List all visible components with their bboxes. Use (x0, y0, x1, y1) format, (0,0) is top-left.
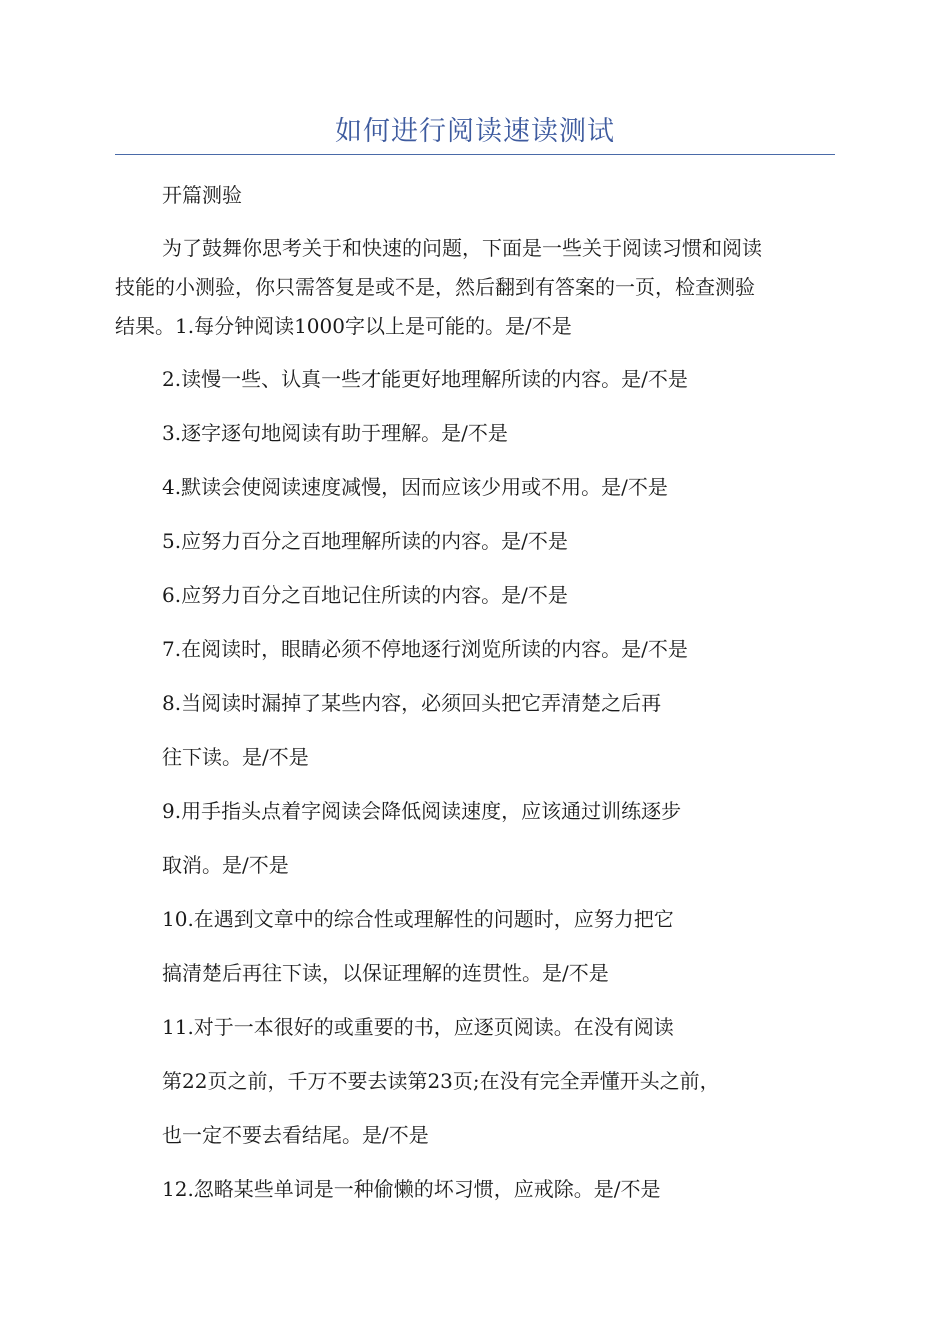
intro-line-3: 结果。1.每分钟阅读1000字以上是可能的。是/不是 (115, 314, 572, 338)
question-7: 7.在阅读时，眼睛必须不停地逐行浏览所读的内容。是/不是 (162, 637, 688, 661)
question-6: 6.应努力百分之百地记住所读的内容。是/不是 (162, 583, 568, 607)
intro-line-2: 技能的小测验，你只需答复是或不是，然后翻到有答案的一页，检查测验 (115, 275, 755, 299)
question-12: 12.忽略某些单词是一种偷懒的坏习惯，应戒除。是/不是 (162, 1177, 661, 1201)
question-8-line-1: 8.当阅读时漏掉了某些内容，必须回头把它弄清楚之后再 (162, 691, 662, 715)
question-8-line-2: 往下读。是/不是 (162, 745, 309, 769)
question-10-line-1: 10.在遇到文章中的综合性或理解性的问题时，应努力把它 (162, 907, 674, 931)
question-11-line-3: 也一定不要去看结尾。是/不是 (162, 1123, 429, 1147)
question-5: 5.应努力百分之百地理解所读的内容。是/不是 (162, 529, 568, 553)
intro-line-1: 为了鼓舞你思考关于和快速的问题，下面是一些关于阅读习惯和阅读 (162, 236, 762, 260)
question-9-line-1: 9.用手指头点着字阅读会降低阅读速度，应该通过训练逐步 (162, 799, 682, 823)
question-4: 4.默读会使阅读速度减慢，因而应该少用或不用。是/不是 (162, 475, 668, 499)
question-11-line-2: 第22页之前，千万不要去读第23页;在没有完全弄懂开头之前， (162, 1069, 720, 1093)
title-underline (115, 154, 835, 155)
section-heading: 开篇测验 (162, 183, 242, 207)
question-2: 2.读慢一些、认真一些才能更好地理解所读的内容。是/不是 (162, 367, 688, 391)
question-10-line-2: 搞清楚后再往下读，以保证理解的连贯性。是/不是 (162, 961, 609, 985)
question-9-line-2: 取消。是/不是 (162, 853, 289, 877)
page-title: 如何进行阅读速读测试 (335, 116, 615, 147)
question-11-line-1: 11.对于一本很好的或重要的书，应逐页阅读。在没有阅读 (162, 1015, 674, 1039)
question-3: 3.逐字逐句地阅读有助于理解。是/不是 (162, 421, 508, 445)
